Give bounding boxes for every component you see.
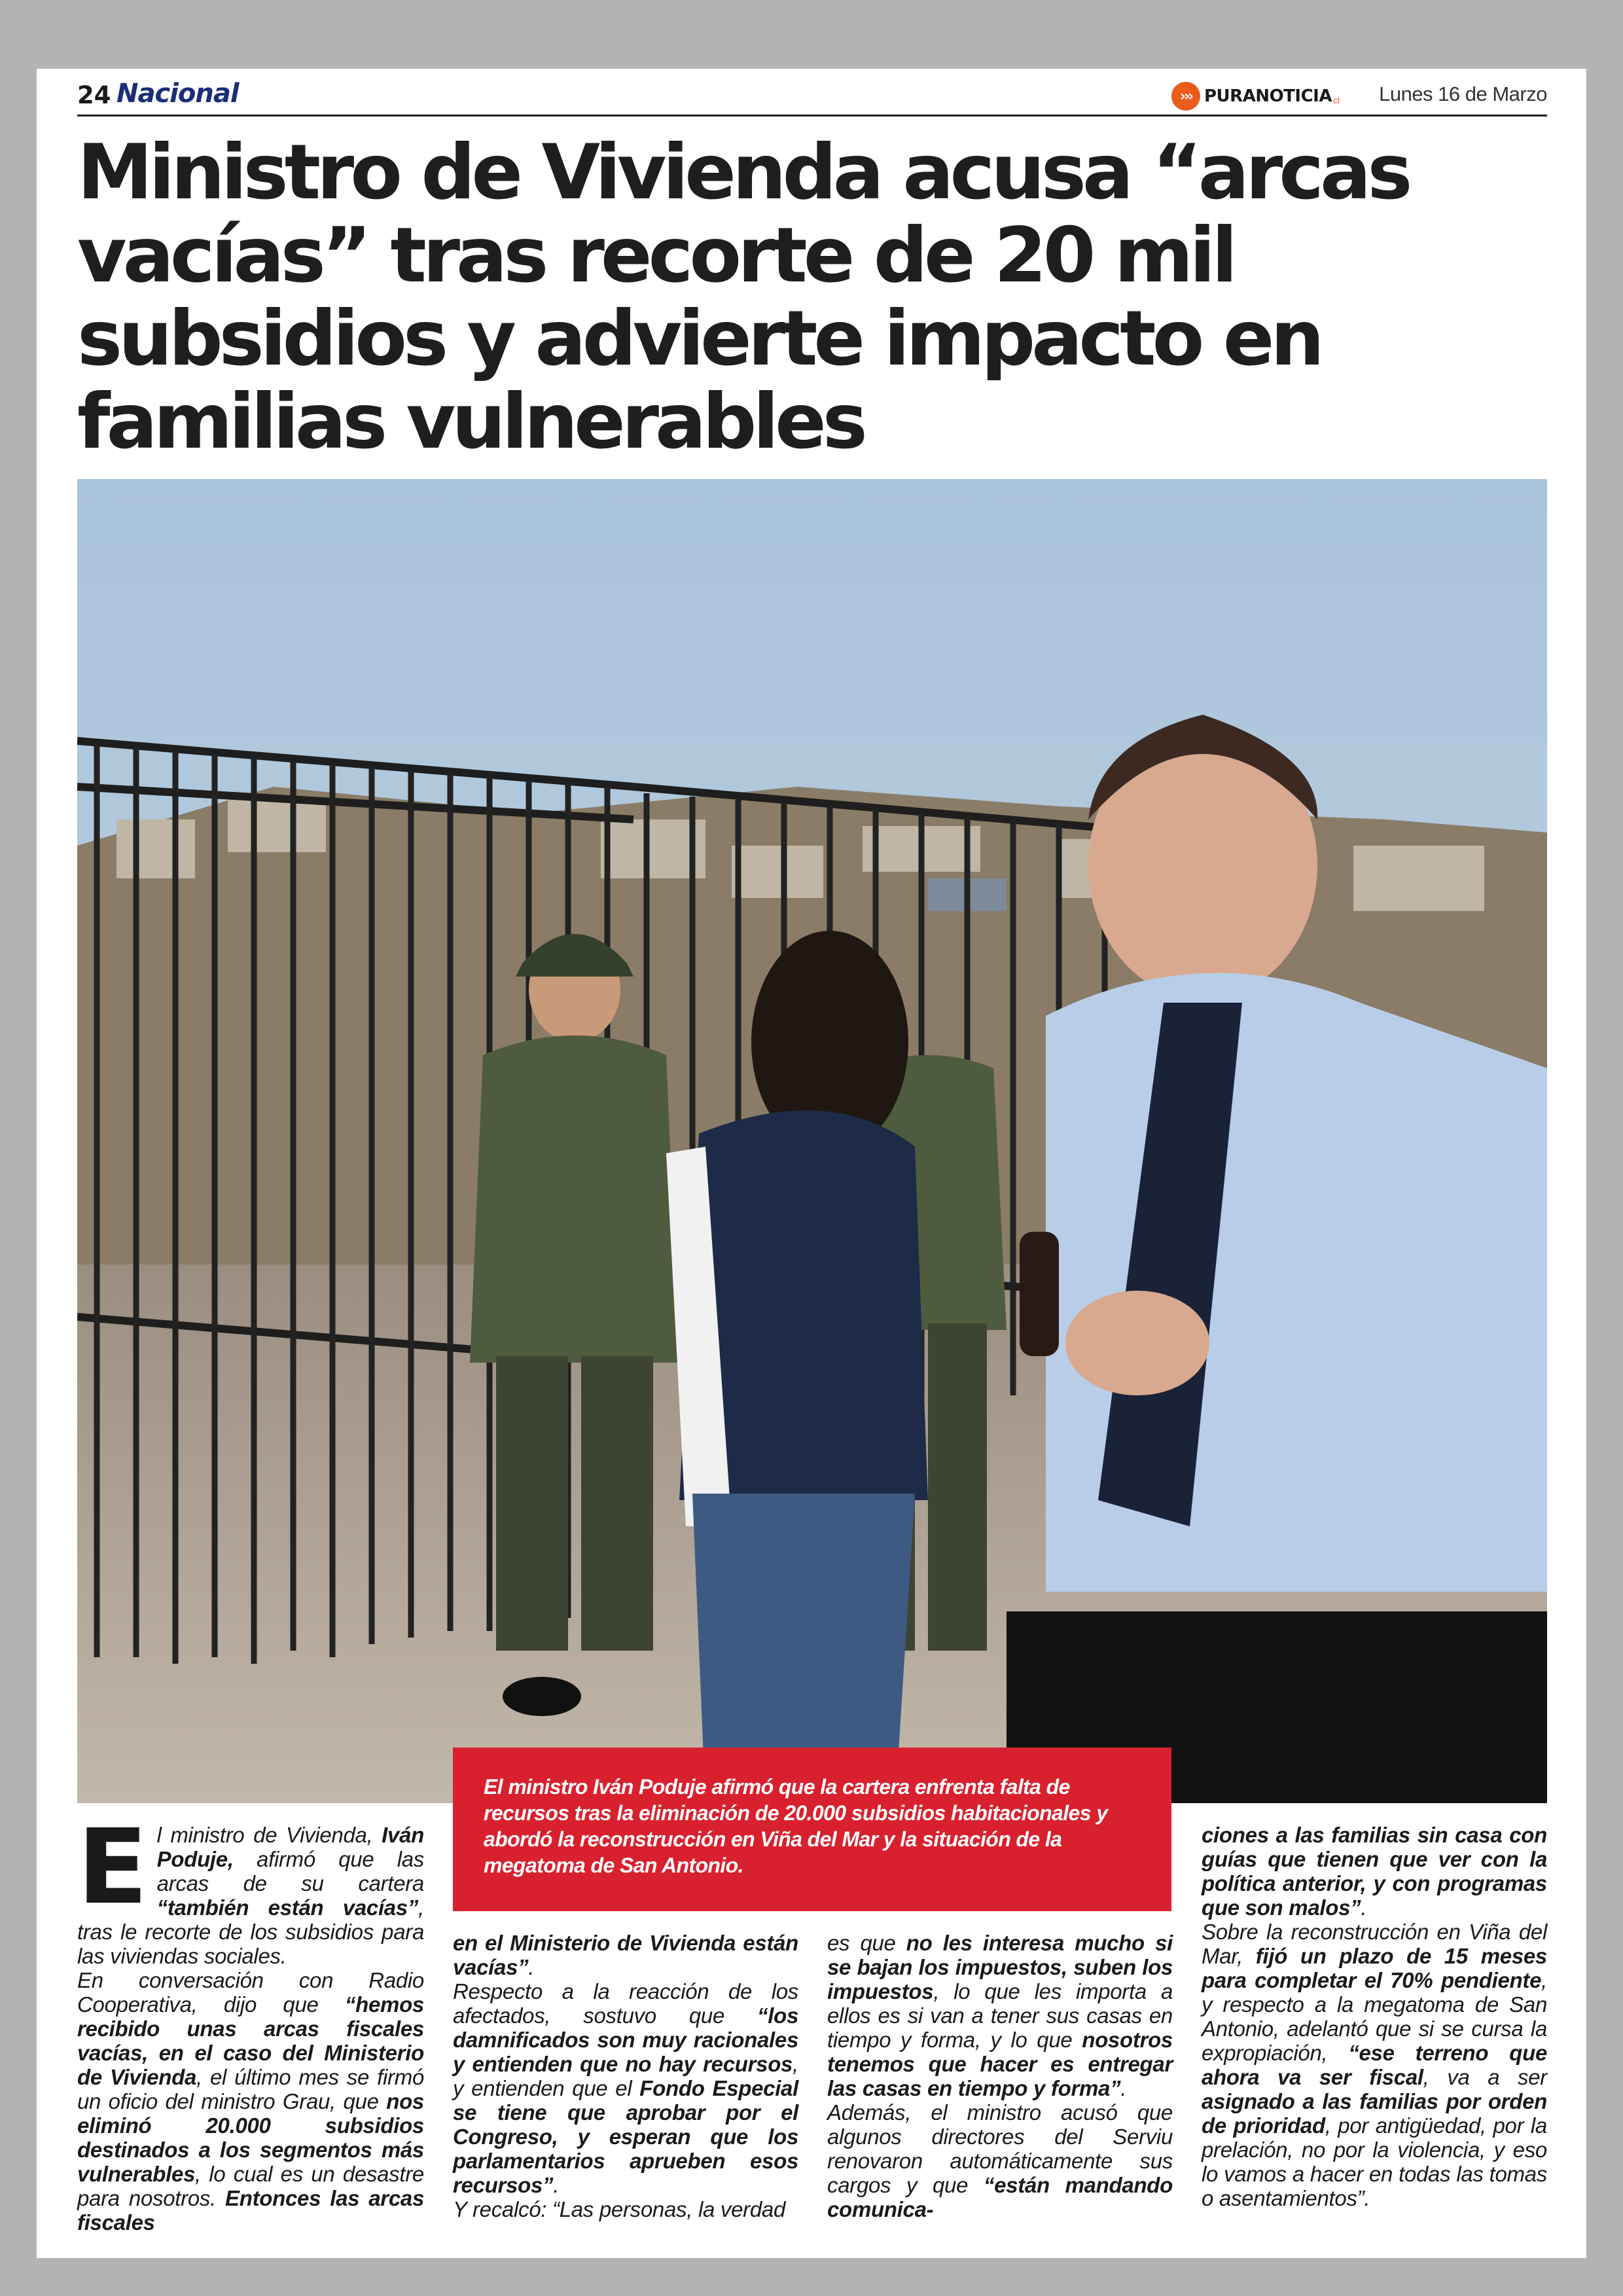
paragraph — [453, 1979, 798, 2197]
emphasis-text: Iván Poduje, — [156, 1823, 424, 1871]
paragraph — [827, 1931, 1173, 2100]
emphasis-text: no les interesa mucho si se bajan los impuestos, suben los impuestos — [827, 1931, 1173, 2003]
body-text: , lo cual es un desastre para nosotros. — [77, 2162, 424, 2210]
body-text: Respecto a la reacción de los afectados, sostuvo que — [453, 1979, 798, 2028]
body-text: . — [1361, 1895, 1367, 1920]
article-photo — [77, 479, 1547, 1803]
paragraph — [1202, 1823, 1547, 1920]
article-column-2 — [453, 1931, 798, 2221]
body-text: es que — [827, 1931, 906, 1955]
logo-text: PURANOTICIA — [1204, 86, 1332, 106]
paragraph — [827, 2100, 1173, 2221]
paragraph — [453, 2197, 798, 2221]
body-text: afirmó que las arcas de su cartera — [156, 1847, 424, 1895]
article-column-4 — [1202, 1823, 1547, 2210]
emphasis-text: “están mandando comunica- — [827, 2173, 1173, 2221]
emphasis-text: ciones a las familias sin casa con guías que tienen que ver con la política anterior, y con programas que son malos” — [1202, 1823, 1547, 1920]
issue-date: Lunes 16 de Marzo — [1379, 82, 1547, 105]
section-name: Nacional — [116, 79, 239, 109]
body-text: , por antigüedad, por la prelación, no por la violencia, y eso lo vamos a hacer en todas las tomas o asentamientos” — [1202, 2113, 1547, 2210]
emphasis-text: fijó un plazo de 15 meses para completar el 70% pendiente — [1202, 1944, 1547, 1992]
body-text: , tras le recorte de los subsidios para las viviendas sociales. — [77, 1895, 424, 1968]
emphasis-text: “ese terreno que ahora va ser fiscal — [1202, 2041, 1547, 2089]
body-text: Además, el ministro acusó que algunos directores del Serviu renovaron automáticamente sus cargos y que — [827, 2100, 1173, 2197]
body-text: . — [1364, 2186, 1370, 2210]
body-text: Y recalcó: “Las personas, la verdad — [453, 2197, 786, 2221]
article-column-3 — [827, 1931, 1173, 2221]
emphasis-text: “también están vacías” — [156, 1895, 419, 1920]
body-text: , va a ser — [1423, 2065, 1547, 2089]
page-number: 24 — [77, 81, 111, 109]
header-divider — [77, 115, 1547, 117]
body-text: . — [1120, 2076, 1127, 2100]
page-header — [77, 77, 1547, 117]
emphasis-text: Entonces las arcas fiscales — [77, 2186, 424, 2234]
emphasis-text: nosotros tenemos que hacer es entregar las casas en tiempo y forma” — [827, 2028, 1173, 2100]
emphasis-text: en el Ministerio de Vivienda están vacías” — [453, 1931, 798, 1979]
body-text: l ministro de Vivienda, — [156, 1823, 382, 1847]
puranoticia-logo-icon: ››› — [1171, 82, 1200, 111]
logo-suffix: cl — [1332, 95, 1340, 105]
body-text: . — [528, 1955, 535, 1979]
body-text: . — [553, 2173, 560, 2197]
photo-caption: El ministro Iván Poduje afirmó que la cartera enfrenta falta de recursos tras la eliminación de 20.000 subsidios habitacionales y abordó la reconstrucción en Viña del Mar y la situación de la megatoma de San Antonio. — [453, 1748, 1171, 1911]
emphasis-text: “hemos recibido unas arcas fiscales vacías, en el caso del Ministerio de Vivienda — [77, 1992, 424, 2089]
body-text: , y respecto a la megatoma de San Antonio, adelantó que si se cursa la expropiación, — [1202, 1968, 1547, 2065]
paragraph — [453, 1931, 798, 1979]
body-text: Sobre la reconstrucción en Viña del Mar, — [1202, 1920, 1547, 1968]
puranoticia-logo — [1171, 80, 1340, 113]
article-column-1 — [77, 1807, 424, 2234]
emphasis-text: “los damnificados son muy racionales y entienden que no hay recursos — [453, 2003, 798, 2076]
drop-cap: E — [77, 1807, 148, 1928]
paragraph — [1202, 1920, 1547, 2210]
body-text: En conversación con Radio Cooperativa, dijo que — [77, 1968, 424, 2017]
body-text: , lo que les importa a ellos es si van a tener sus casas en tiempo y forma, y lo que — [827, 1979, 1173, 2052]
emphasis-text: Fondo Especial se tiene que aprobar por el Congreso, y esperan que los parlamentarios aprueben esos recursos” — [453, 2076, 798, 2197]
emphasis-text: asignado a las familias por orden de prioridad — [1202, 2089, 1547, 2138]
emphasis-text: nos eliminó 20.000 subsidios destinados a los segmentos más vulnerables — [77, 2089, 424, 2186]
headline: Ministro de Vivienda acusa “arcas vacías” tras recorte de 20 mil subsidios y advierte impacto en familias vulnerables — [77, 128, 1409, 466]
body-text: , y entienden que el — [453, 2052, 798, 2100]
paragraph — [77, 1968, 424, 2234]
body-text: , el último mes se firmó un oficio del ministro Grau, que — [77, 2065, 424, 2113]
